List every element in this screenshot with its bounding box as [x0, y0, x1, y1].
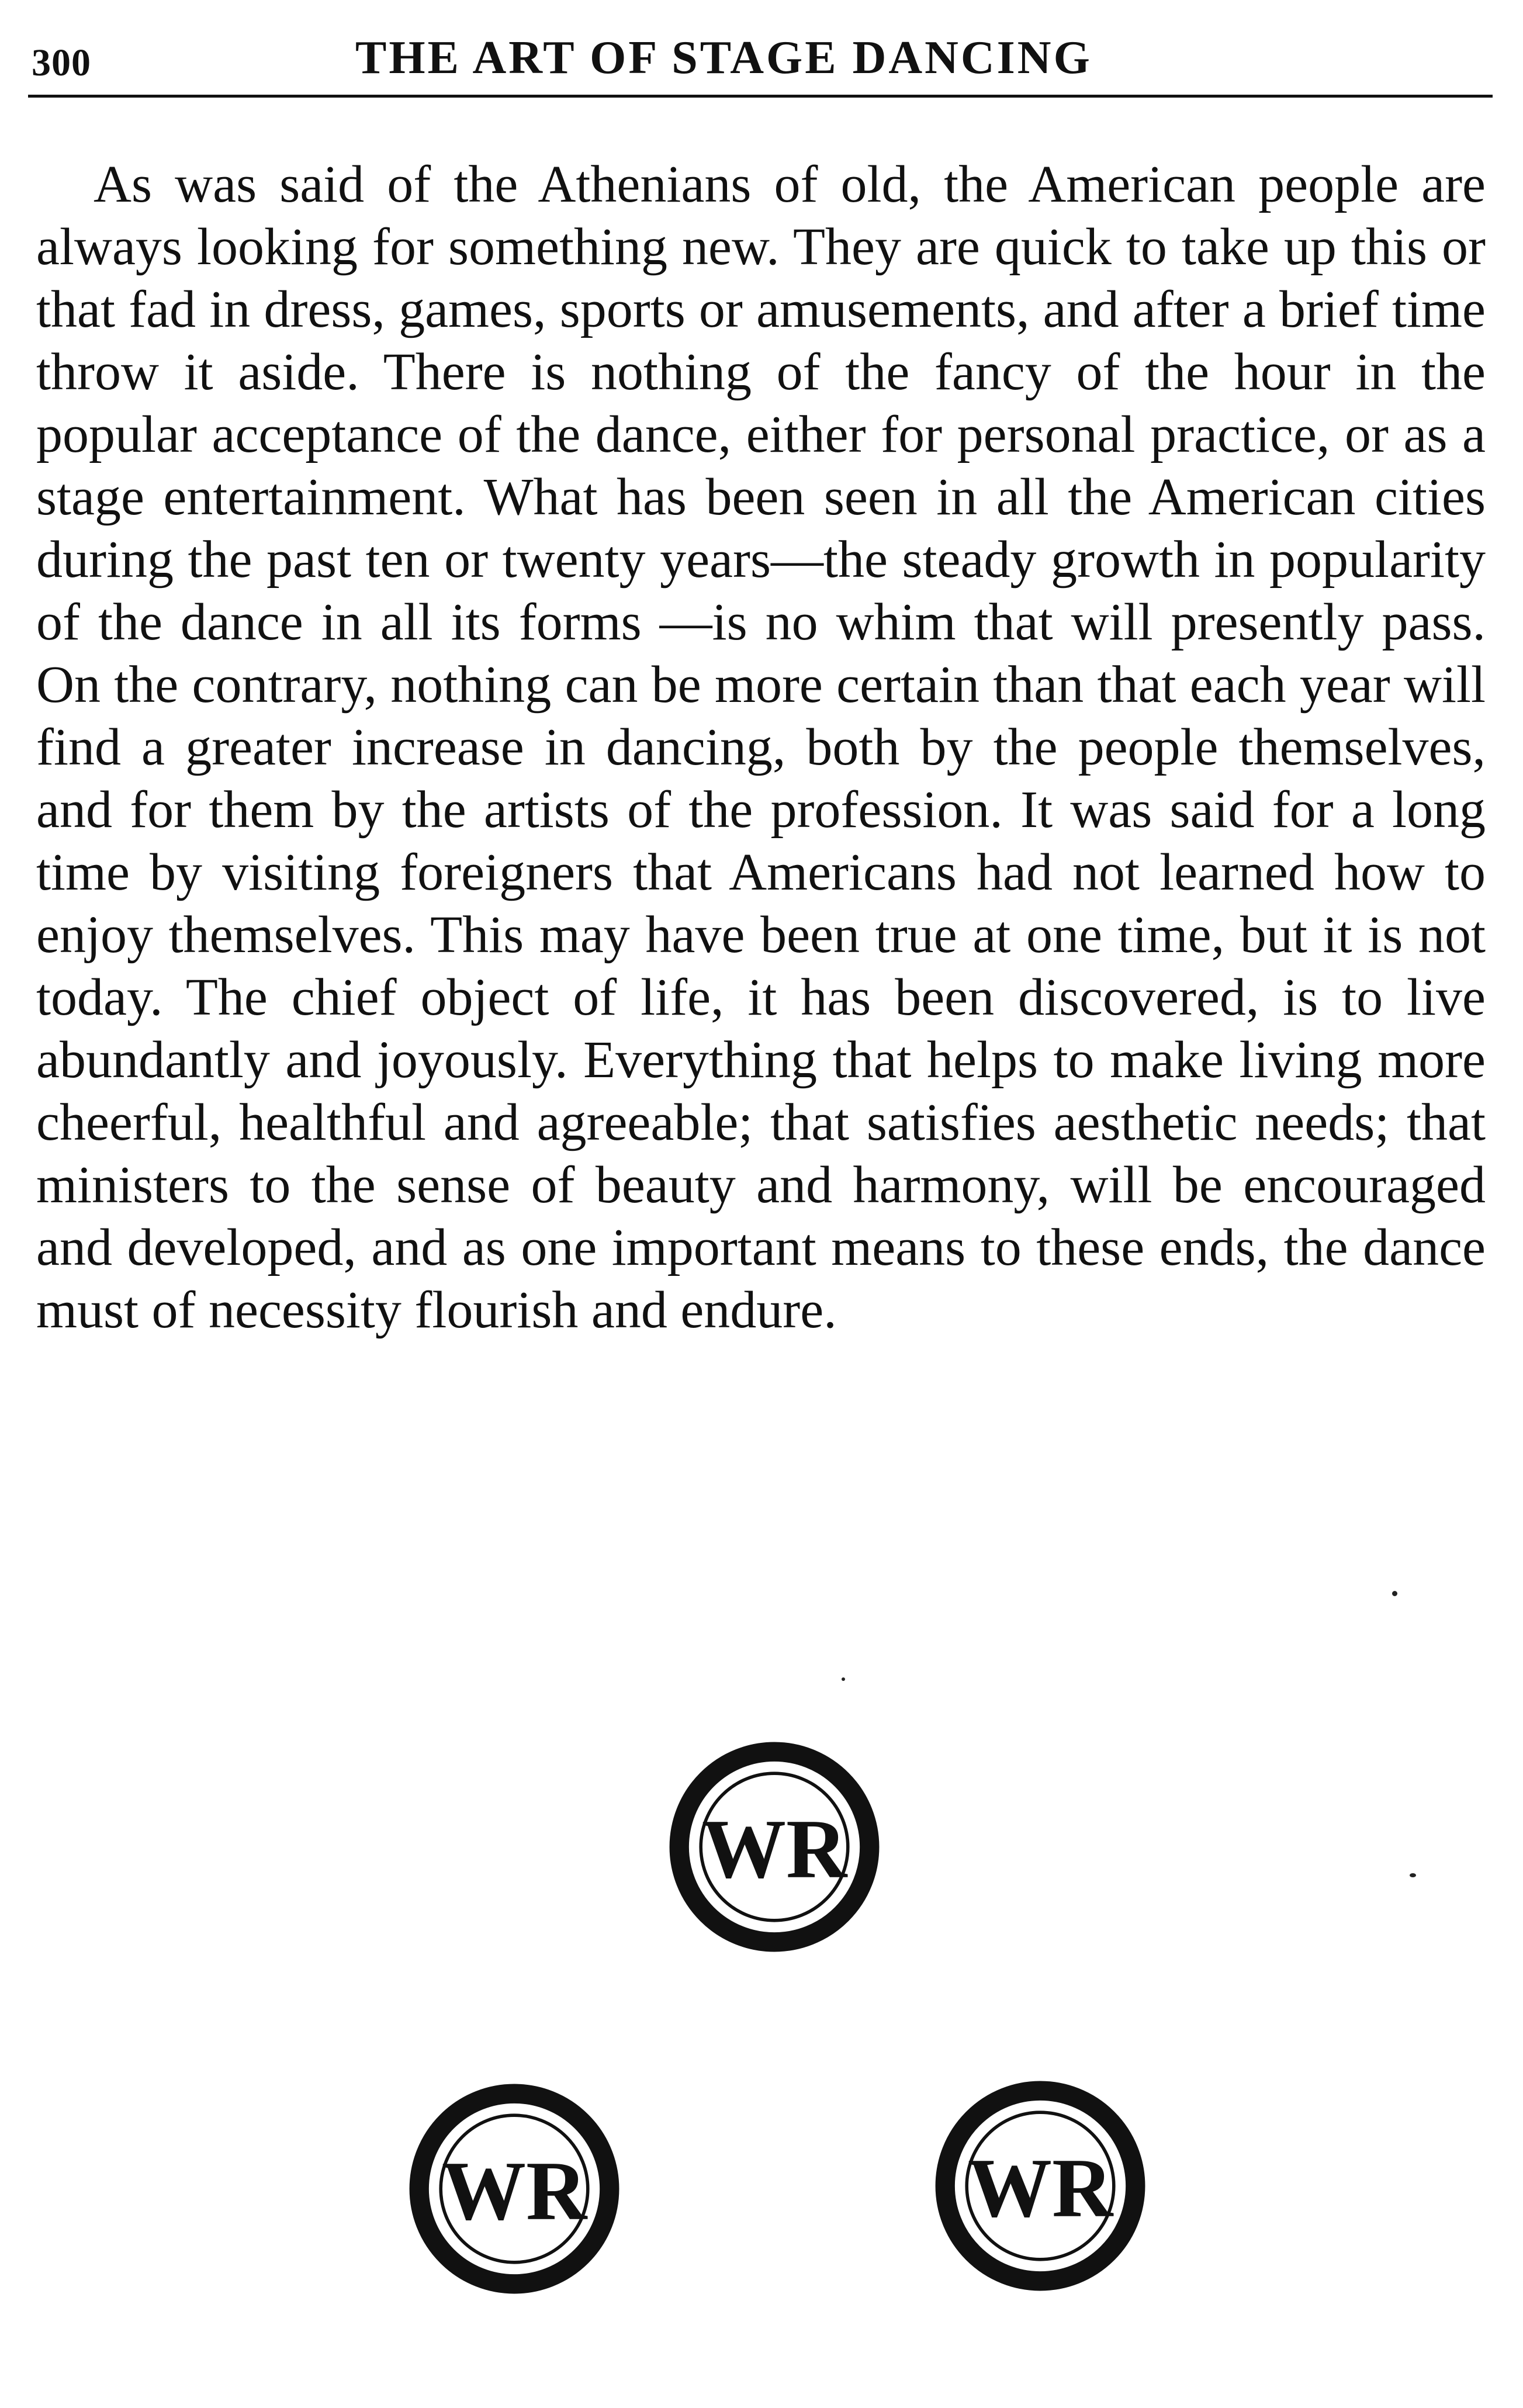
monogram-letters: WR [967, 2141, 1113, 2235]
monogram-ornament-top [666, 1739, 882, 1955]
page-number: 300 [32, 41, 91, 84]
print-speck [1392, 1591, 1397, 1596]
monogram-ornament-bottom-left [406, 2081, 622, 2297]
body-paragraph: As was said of the Athenians of old, the American people are always looking for something new. They are quick to take up this or that fad in dress, games, sports or amusements, and after a brief time throw it aside. There is nothing of the fancy of the hour in the popular acceptance of the dance, either for personal practice, or as a stage entertainment. What has been seen in all the American cities during the past ten or twenty years—the steady growth in popularity of the dance in all its forms —is no whim that will presently pass. On the contrary, nothing can be more certain than that each year will find a greater increase in dancing, both by the people themselves, and for them by the artists of the profession. It was said for a long time by visiting foreigners that Americans had not learned how to enjoy themselves. This may have been true at one time, but it is not today. The chief object of life, it has been discovered, is to live abundantly and joyously. Everything that helps to make living more cheerful, healthful and agreeable; that satisfies aesthetic needs; that ministers to the sense of beauty and harmony, will be encouraged and developed, and as one important means to these ends, the dance must of necessity flourish and endure. [36, 155, 1486, 1339]
print-speck [1410, 1873, 1416, 1877]
running-head: THE ART OF STAGE DANCING [355, 32, 1092, 84]
monogram-ornament-bottom-right [932, 2078, 1148, 2294]
print-speck [842, 1677, 845, 1681]
monogram-icon [666, 1739, 882, 1955]
monogram-letters: WR [701, 1802, 847, 1896]
monogram-icon [406, 2081, 622, 2297]
monogram-icon [932, 2078, 1148, 2294]
page-header [28, 23, 1493, 98]
monogram-letters: WR [441, 2144, 587, 2238]
